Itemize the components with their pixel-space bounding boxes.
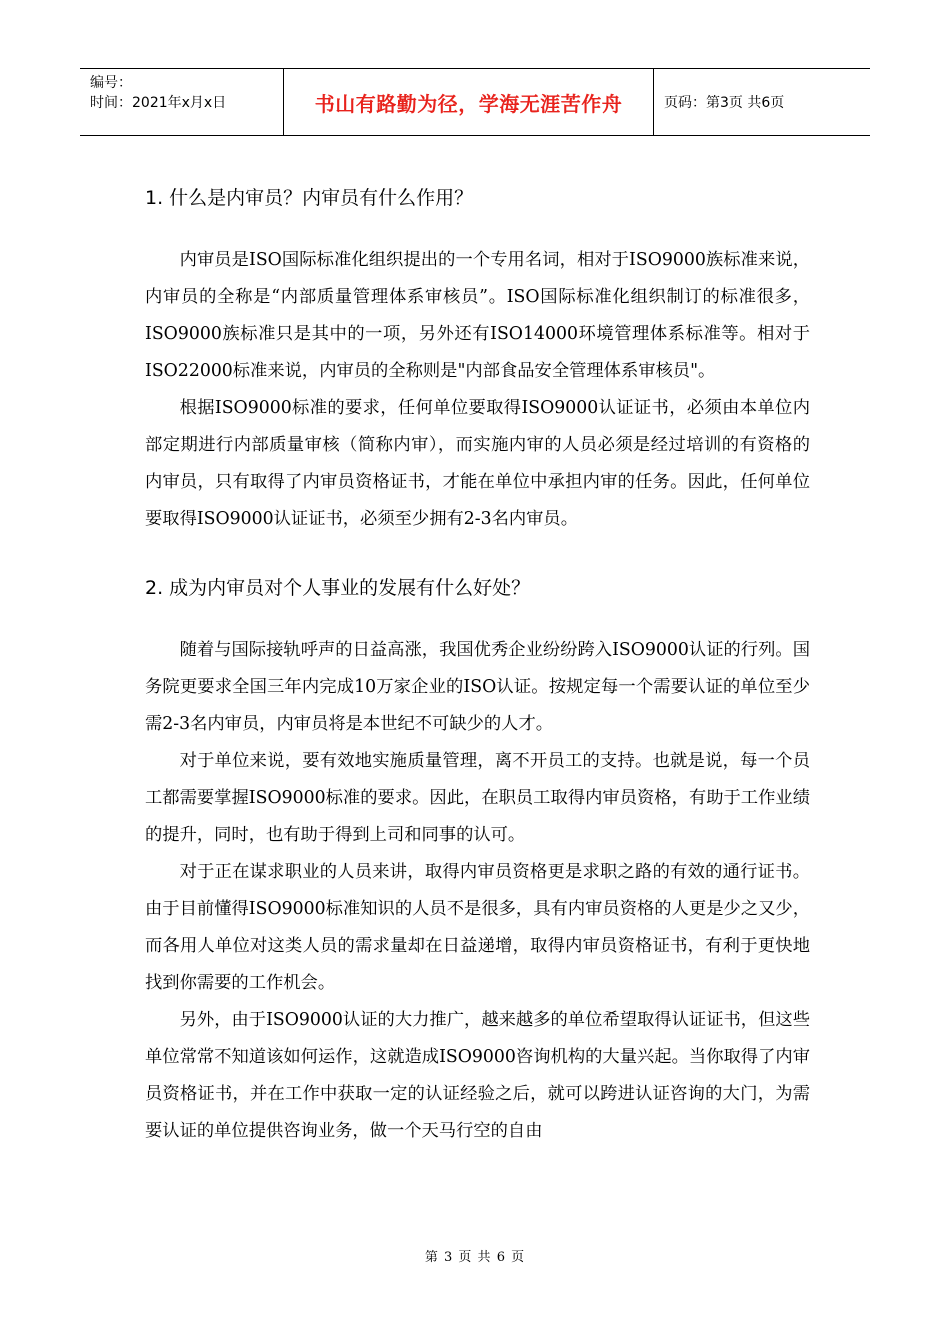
section-1-paragraph-1: 内审员是ISO国际标准化组织提出的一个专用名词，相对于ISO9000族标准来说，内审员的全称是“内部质量管理体系审核员”。ISO国际标准化组织制订的标准很多，ISO9000族标准只是其中的一项，另外还有ISO14000环境管理体系标准等。相对于ISO22000标准来说，内审员的全称则是"内部食品安全管理体系审核员"。 (145, 250, 810, 381)
header-motto: 书山有路勤为径，学海无涯苦作舟 (284, 69, 654, 135)
document-time-label: 时间：2021年x月x日 (90, 95, 227, 111)
page-header (80, 68, 870, 136)
section-1-paragraph-2: 根据ISO9000标准的要求，任何单位要取得ISO9000认证证书，必须由本单位内部定期进行内部质量审核（简称内审），而实施内审的人员必须是经过培训的有资格的内审员，只有取得了内审员资格证书，才能在单位中承担内审的任务。因此，任何单位要取得ISO9000认证证书，必须至少拥有2-3名内审员。 (145, 398, 810, 529)
header-page-info: 页码：第3页 共6页 (664, 95, 785, 111)
document-body (145, 178, 810, 1150)
header-meta (80, 69, 284, 135)
section-2-title: 2. 成为内审员对个人事业的发展有什么好处？ (145, 577, 531, 599)
section-2-paragraph-2: 对于单位来说，要有效地实施质量管理，离不开员工的支持。也就是说，每一个员工都需要掌握ISO9000标准的要求。因此，在职员工取得内审员资格，有助于工作业绩的提升，同时，也有助于得到上司和同事的认可。 (145, 751, 810, 845)
section-1-title: 1. 什么是内审员？内审员有什么作用？ (145, 187, 474, 209)
section-2-paragraph-3: 对于正在谋求职业的人员来讲，取得内审员资格更是求职之路的有效的通行证书。由于目前懂得ISO9000标准知识的人员不是很多，具有内审员资格的人更是少之又少，而各用人单位对这类人员的需求量却在日益递增，取得内审员资格证书，有利于更快地找到你需要的工作机会。 (145, 862, 810, 993)
section-2-paragraph-1: 随着与国际接轨呼声的日益高涨，我国优秀企业纷纷跨入ISO9000认证的行列。国务院更要求全国三年内完成10万家企业的ISO认证。按规定每一个需要认证的单位至少需2-3名内审员，内审员将是本世纪不可缺少的人才。 (145, 640, 810, 734)
page-footer: 第 3 页 共 6 页 (424, 1250, 526, 1265)
section-2-paragraph-4: 另外，由于ISO9000认证的大力推广，越来越多的单位希望取得认证证书，但这些单位常常不知道该如何运作，这就造成ISO9000咨询机构的大量兴起。当你取得了内审员资格证书，并在工作中获取一定的认证经验之后，就可以跨进认证咨询的大门，为需要认证的单位提供咨询业务，做一个天马行空的自由 (145, 1010, 810, 1141)
document-number-label: 编号： (90, 75, 132, 91)
